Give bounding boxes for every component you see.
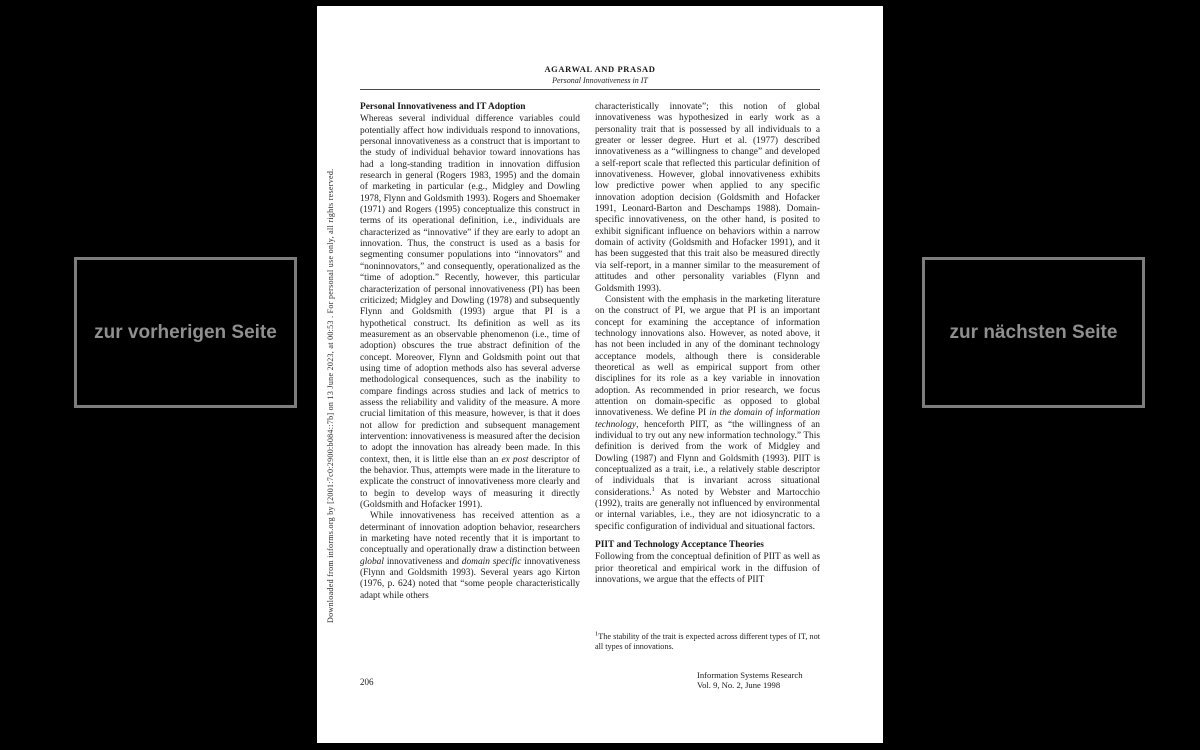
download-watermark: Downloaded from informs.org by [2001:7c0:2900:b084::7b] on 13 June 2023, at 00:53 . For personal use only, all rights reserved. <box>326 168 335 623</box>
paragraph: characteristically innovate”; this notion of global innovativeness was hypothesized in early work as a personality trait that is possessed by all individuals to a greater or lesser degree. Hurt et al. (1977) described innovativeness as a “willingness to change” and developed a self-report scale that reflected this particular definition of innovativeness. However, global innovativeness exhibits low predictive power when applied to any specific innovation adoption decision (Goldsmith and Hofacker 1991, Leonard-Barton and Deschamps 1988). Domain-specific innovativeness, on the other hand, is posited to exhibit significant influence on behaviors within a narrow domain of activity (Goldsmith and Hofacker 1991), and it has been suggested that this trait also be measured directly via self-report, in a manner similar to the measurement of attitudes and other personality variables (Flynn and Goldsmith 1993). <box>595 102 820 294</box>
journal-issue: Vol. 9, No. 2, June 1998 <box>697 680 781 691</box>
footnote-text: The stability of the trait is expected across different types of IT, not all types of innovations. <box>595 632 820 652</box>
paragraph: While innovativeness has received attention as a determinant of innovation adoption behavior, researchers in marketing have noted recently that it is important to conceptually and operationally draw a distinction between global innovativeness and domain specific innovativeness (Flynn and Goldsmith 1993). Several years ago Kirton (1976, p. 624) noted that “some people characteristically adapt while others <box>360 511 580 601</box>
column-left <box>360 102 580 602</box>
journal-info <box>697 670 803 690</box>
paragraph: Consistent with the emphasis in the marketing literature on the construct of PI, we argue that PI is an important concept for examining the acceptance of information technology innovations also. However, as noted above, it has not been included in any of the dominant technology acceptance models, although there is considerable theoretical as well as empirical support from other disciplines for its role as a key variable in innovation adoption. As recommended in prior research, we focus attention on domain-specific as opposed to global innovativeness. We define PI in the domain of information technology, henceforth PIIT, as “the willingness of an individual to try out any new information technology.” This definition is derived from the work of Midgley and Dowling (1987) and Flynn and Goldsmith (1993). PIIT is conceptualized as a trait, i.e., a relatively stable descriptor of individuals that is invariant across situational considerations.$^1$ As noted by Webster and Martocchio (1992), traits are generally not influenced by environmental or internal variables, i.e., they are not idiosyncratic to a specific configuration of individual and situational factors. <box>595 294 820 532</box>
section-heading: PIIT and Technology Acceptance Theories <box>595 540 764 551</box>
running-title: Personal Innovativeness in IT <box>552 76 648 85</box>
footnote <box>595 632 820 652</box>
page-number: 206 <box>360 677 374 687</box>
previous-page-button[interactable] <box>74 257 297 408</box>
header-rule <box>360 89 820 90</box>
column-right <box>595 102 820 602</box>
running-authors: AGARWAL AND PRASAD <box>544 64 656 74</box>
paragraph: Whereas several individual difference variables could potentially affect how individuals respond to innovations, personal innovativeness as a construct that is important to the study of individual behavior toward innovations has had a long-standing tradition in innovation diffusion research in general (Rogers 1983, 1995) and the domain of marketing in particular (e.g., Midgley and Dowling 1978, Flynn and Goldsmith 1993). Rogers and Shoemaker (1971) and Rogers (1995) conceptualize this construct in terms of its operational definition, i.e., individuals are characterized as “innovative” if they are early to adopt an innovation. Thus, the construct is used as a basis for segmenting consumer populations into “innovators” and “noninnovators,” and consequently, operationalized as the “time of adoption.” Recently, however, this particular characterization of personal innovativeness (PI) has been criticized; Midgley and Dowling (1978) and subsequently Flynn and Goldsmith (1993) argue that PI is a hypothetical construct. Its definition as well as its measurement as an observable phenomenon (i.e., time of adoption) obscures the true abstract definition of the concept. Moreover, Flynn and Goldsmith point out that using time of adoption methods also has several adverse methodological consequences, such as the inability to compare findings across studies and lack of metrics to assess the reliability and validity of the measure. A more crucial limitation of this measure, however, is that it does not allow for prediction and subsequent management intervention: innovativeness is measured after the decision to adopt the innovation has already been made. In this context, then, it is little else than an ex post descriptor of the behavior. Thus, attempts were made in the literature to explicate the construct of innovativeness more clearly and to begin to develop ways of measuring it directly (Goldsmith and Hofacker 1991). <box>360 114 581 511</box>
paragraph: Following from the conceptual definition of PIIT as well as prior theoretical and empirical work in the diffusion of innovations, we argue that the effects of PIIT <box>595 552 820 586</box>
journal-name: Information Systems Research <box>697 670 803 680</box>
next-page-button[interactable] <box>922 257 1145 408</box>
document-page <box>317 6 883 743</box>
section-heading: Personal Innovativeness and IT Adoption <box>360 102 526 112</box>
next-page-button-label: zur nächsten Seite <box>949 321 1118 343</box>
footnote-marker: 1 <box>595 630 599 638</box>
page-header <box>317 64 883 85</box>
article-columns <box>360 102 820 602</box>
previous-page-button-label: zur vorherigen Seite <box>94 321 277 343</box>
